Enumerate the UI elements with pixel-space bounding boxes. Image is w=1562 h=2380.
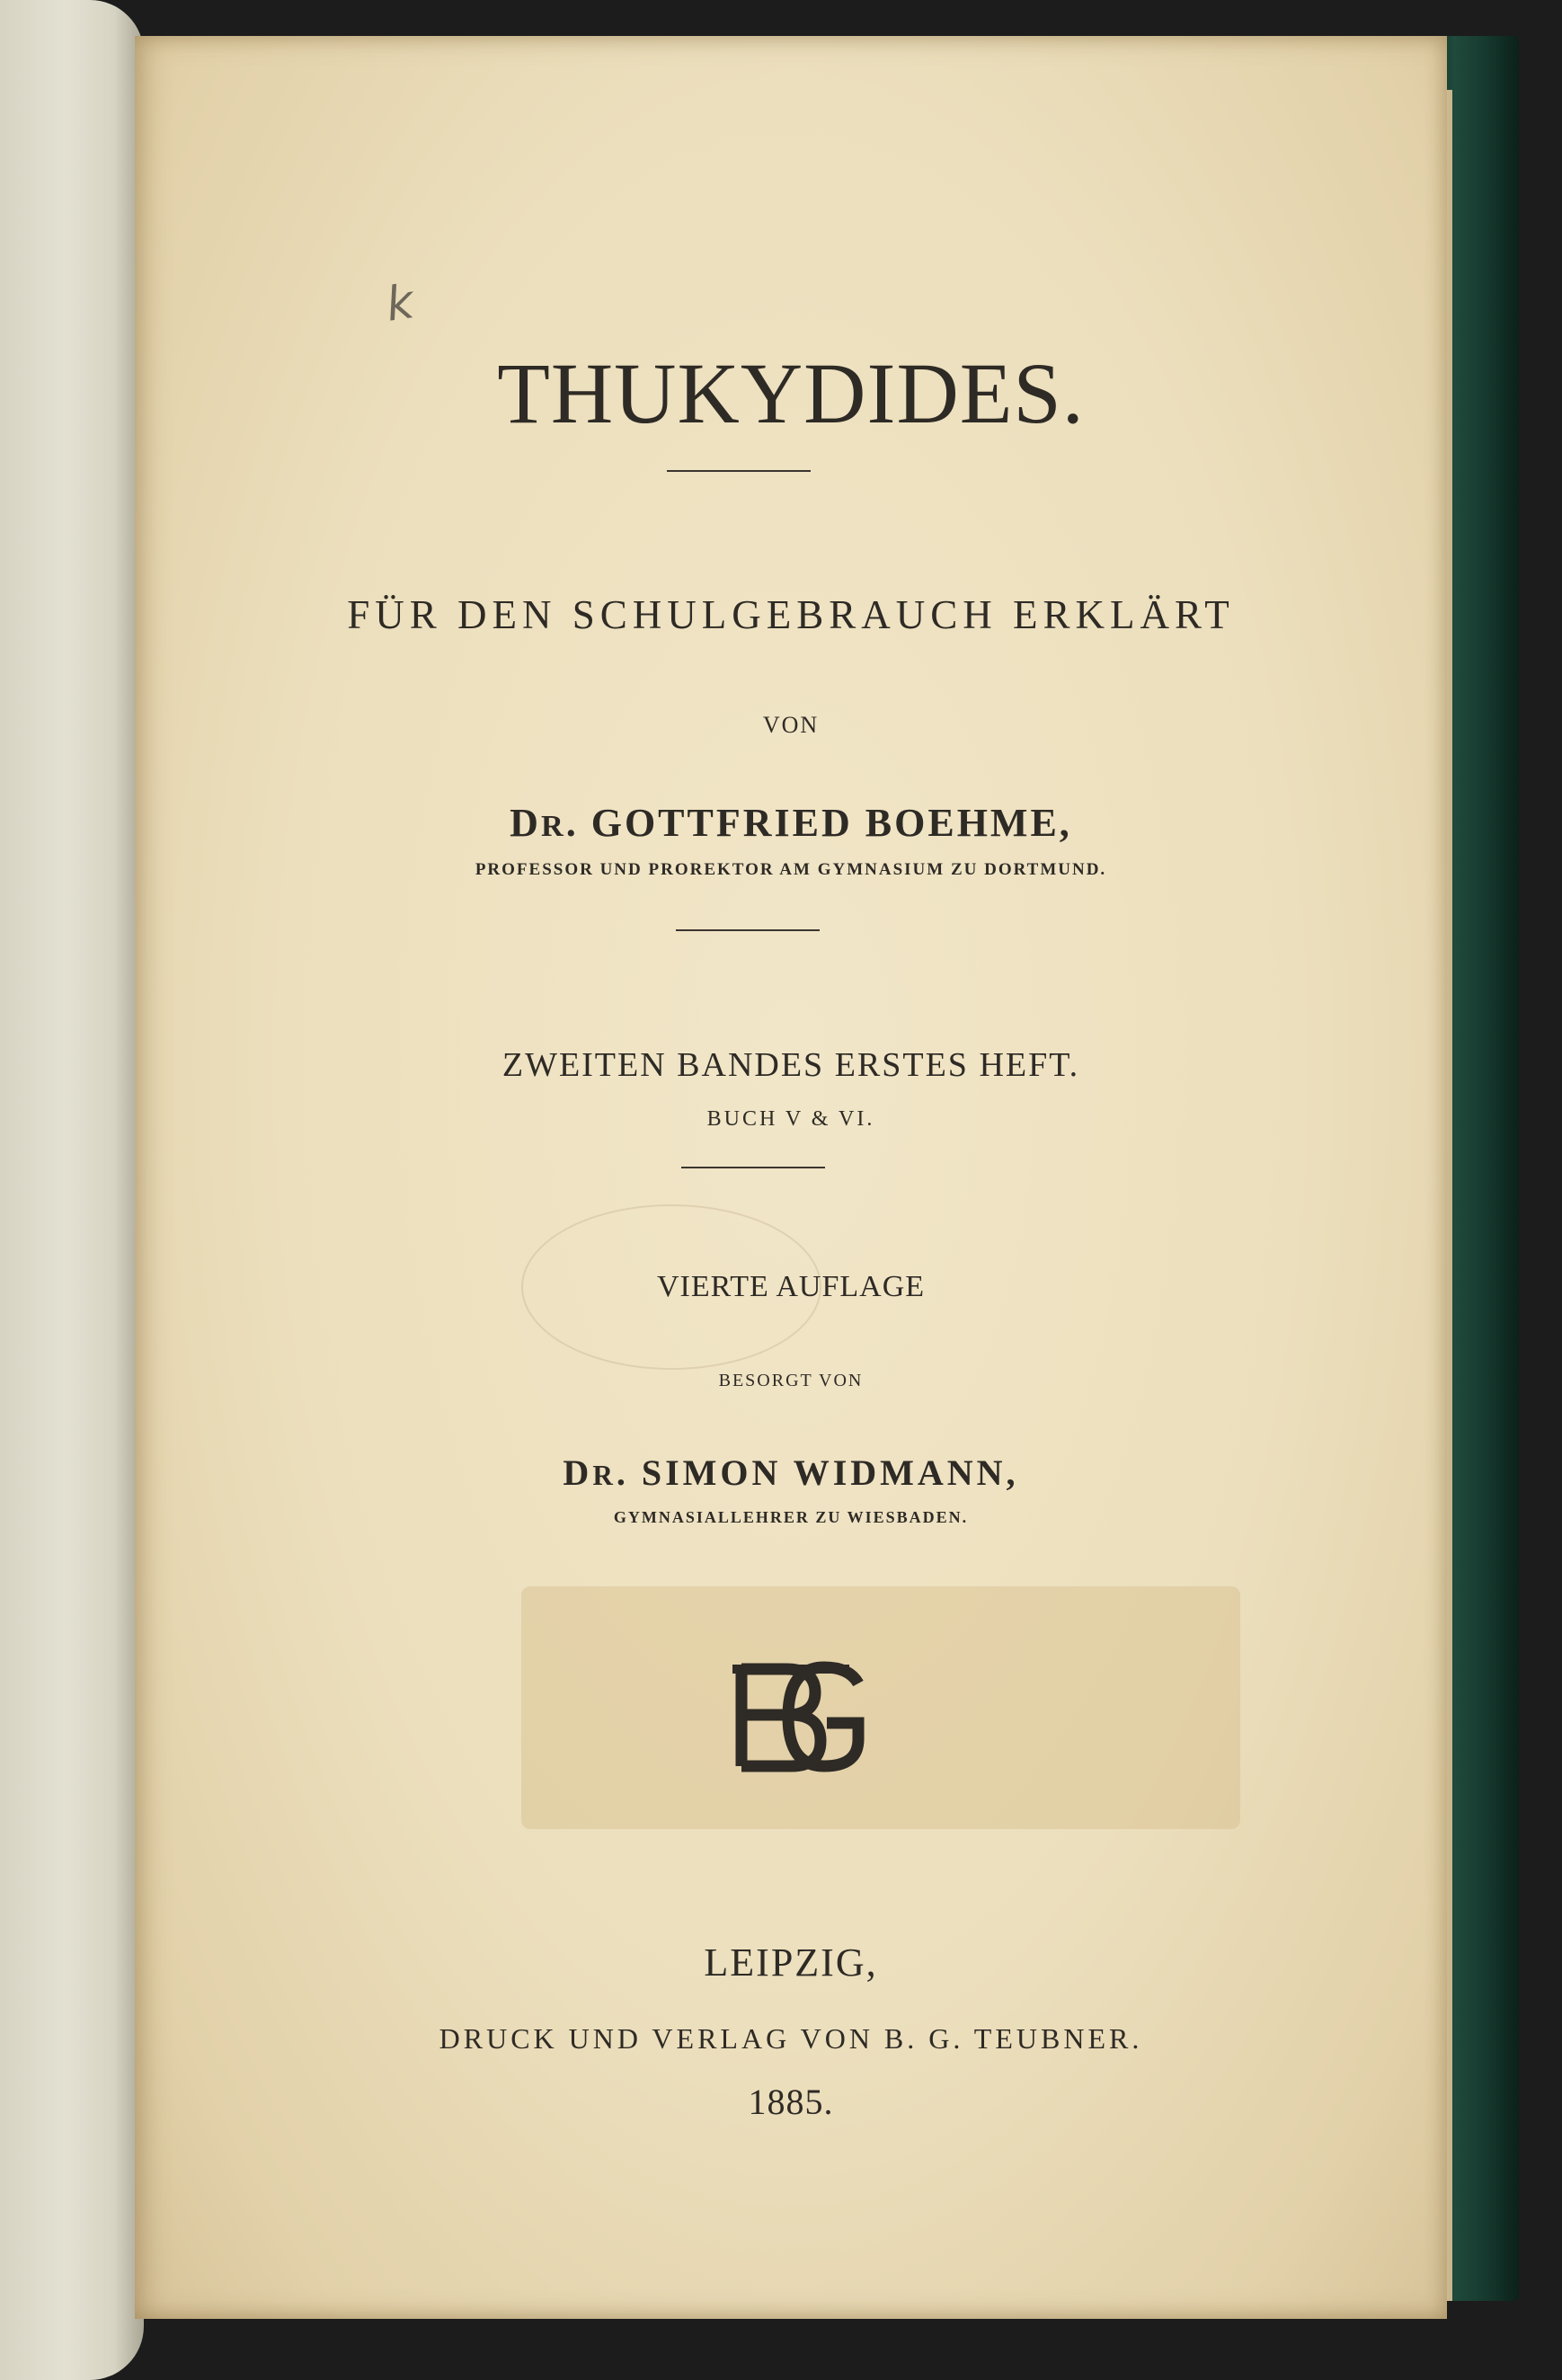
by-label: VON — [762, 712, 820, 738]
pencil-annotation: k — [382, 275, 418, 333]
divider-rule-3 — [681, 1167, 825, 1168]
book-title: THUKYDIDES. — [497, 345, 1085, 441]
library-stamp — [521, 1586, 1240, 1829]
editor-prefix: D — [563, 1452, 593, 1493]
publisher-logo-icon — [714, 1658, 867, 1775]
endpaper — [0, 0, 144, 2380]
author-prefix-small: R — [540, 809, 566, 843]
author-name — [135, 800, 1447, 846]
author-affiliation: PROFESSOR UND PROREKTOR AM GYMNASIUM ZU DORTMUND. — [475, 860, 1107, 879]
title-page — [135, 36, 1447, 2319]
author-prefix: D — [510, 801, 541, 845]
books-label: BUCH V & VI. — [706, 1107, 875, 1131]
subtitle: FÜR DEN SCHULGEBRAUCH ERKLÄRT — [347, 592, 1235, 637]
divider-rule-2 — [676, 929, 820, 931]
edition-label: VIERTE AUFLAGE — [656, 1270, 926, 1303]
publisher-line: DRUCK UND VERLAG VON B. G. TEUBNER. — [439, 2022, 1143, 2055]
publication-year: 1885. — [748, 2082, 834, 2122]
editor-name — [135, 1452, 1447, 1494]
publication-city: LEIPZIG, — [704, 1940, 878, 1985]
editor-name-text: . SIMON WIDMANN, — [616, 1452, 1019, 1493]
edited-by-label: BESORGT VON — [718, 1371, 864, 1390]
divider-rule-1 — [667, 470, 811, 472]
author-name-text: . GOTTFRIED BOEHME, — [565, 801, 1072, 845]
volume-label: ZWEITEN BANDES ERSTES HEFT. — [501, 1046, 1080, 1084]
editor-prefix-small: R — [592, 1460, 617, 1491]
editor-affiliation: GYMNASIALLEHRER ZU WIESBADEN. — [613, 1508, 969, 1526]
